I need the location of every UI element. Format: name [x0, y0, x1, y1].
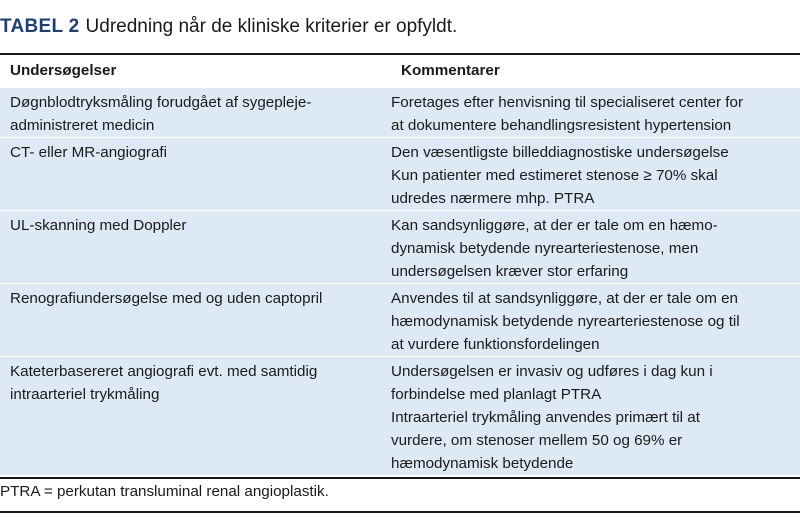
comment-line: Den væsentligste billeddiagnostiske undersøgelse	[391, 144, 729, 161]
table-caption	[0, 15, 457, 39]
comment-cell	[391, 284, 800, 357]
table-title: Udredning når de kliniske kriterier er opfyldt.	[85, 16, 458, 37]
examination-table	[0, 55, 800, 475]
exam-line: CT- eller MR-angiografi	[10, 144, 167, 161]
exam-cell	[0, 138, 391, 211]
exam-cell	[0, 357, 391, 476]
exam-cell	[0, 88, 391, 138]
table-bottom-rule	[0, 477, 800, 479]
exam-line: administreret medicin	[10, 117, 155, 134]
comment-line: Intraarteriel trykmåling anvendes primært til at	[391, 409, 700, 426]
exam-line: Kateterbasereret angiografi evt. med samtidig	[10, 363, 318, 380]
exam-line: Renografiundersøgelse med og uden captopril	[10, 290, 323, 307]
exam-cell	[0, 284, 391, 357]
comment-cell	[391, 211, 800, 284]
comment-line: Kan sandsynliggøre, at der er tale om en hæmo-	[391, 217, 718, 234]
comment-line: dynamisk betydende nyrearteriestenose, men	[391, 240, 699, 257]
table-label: TABEL 2	[0, 16, 80, 37]
exam-line: UL-skanning med Doppler	[10, 217, 187, 234]
comment-line: Anvendes til at sandsynliggøre, at der er tale om en	[391, 290, 738, 307]
table-row	[0, 284, 800, 357]
footnote: PTRA = perkutan transluminal renal angioplastik.	[0, 483, 329, 500]
comment-line: at vurdere funktionsfordelingen	[391, 336, 600, 353]
comment-line: vurdere, om stenoser mellem 50 og 69% er	[391, 432, 683, 449]
comment-line: hæmodynamisk betydende	[391, 455, 574, 472]
comment-line: Kun patienter med estimeret stenose ≥ 70% skal	[391, 167, 718, 184]
table-header-row	[0, 55, 800, 88]
table-row	[0, 357, 800, 476]
exam-cell	[0, 211, 391, 284]
comment-line: hæmodynamisk betydende nyrearteriestenose og til	[391, 313, 740, 330]
header-comments: Kommentarer	[391, 55, 800, 88]
exam-line: intraarteriel trykmåling	[10, 386, 160, 403]
comment-line: Foretages efter henvisning til specialiseret center for	[391, 94, 744, 111]
comment-line: at dokumentere behandlingsresistent hypertension	[391, 117, 732, 134]
comment-cell	[391, 357, 800, 476]
comment-line: Undersøgelsen er invasiv og udføres i dag kun i	[391, 363, 713, 380]
comment-cell	[391, 88, 800, 138]
exam-line: Døgnblodtryksmåling forudgået af sygepleje-	[10, 94, 312, 111]
table-row	[0, 88, 800, 138]
comment-line: undersøgelsen kræver stor erfaring	[391, 263, 629, 280]
comment-line: forbindelse med planlagt PTRA	[391, 386, 602, 403]
header-examinations: Undersøgelser	[0, 55, 391, 88]
bottom-rule	[0, 511, 800, 513]
table-row	[0, 211, 800, 284]
comment-line: udredes nærmere mhp. PTRA	[391, 190, 595, 207]
comment-cell	[391, 138, 800, 211]
table-row	[0, 138, 800, 211]
